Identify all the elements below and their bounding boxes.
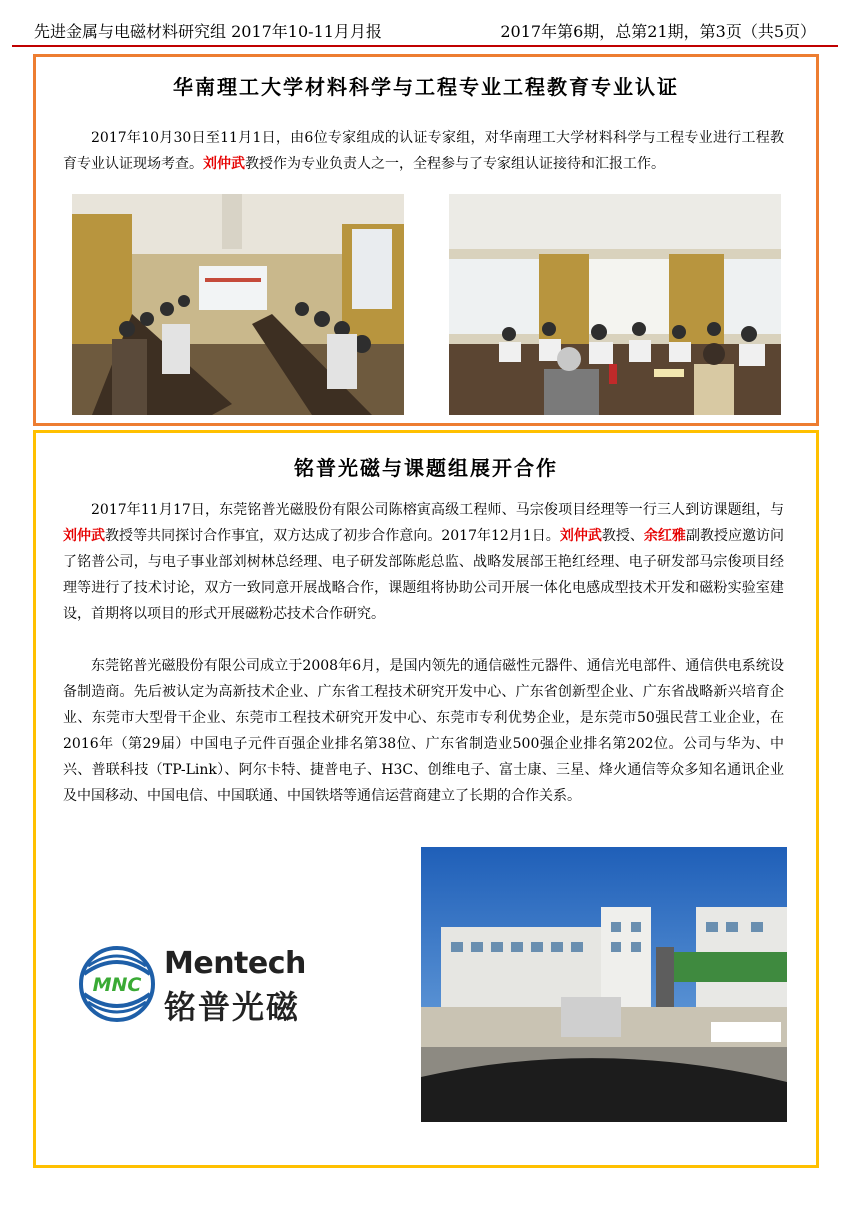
mentech-logo-mark-icon: [78, 944, 156, 1024]
header-divider: [12, 45, 838, 47]
highlight-name: 刘仲武: [559, 528, 602, 544]
logo-mark-text: MNC: [92, 974, 142, 996]
paragraph-text: 2017年11月17日，东莞铭普光磁股份有限公司陈榕寅高级工程师、马宗俊项目经理等一行三人到访课题组，与: [91, 502, 784, 518]
page-header: [34, 18, 816, 46]
highlight-name: 余红雅: [643, 528, 686, 544]
paragraph-text: 副教授应邀访问了铭普公司，与电子事业部刘树林总经理、电子研发部陈彪总监、战略发展部王艳红经理、电子研发部马宗俊项目经理等进行了技术讨论，双方一致同意开展战略合作，课题组将协助公司开展一体化电感成型技术开发和磁粉实验室建设，首期将以项目的形式开展磁粉芯技术合作研究。: [63, 528, 785, 622]
paragraph-text: 教授、: [601, 528, 644, 544]
header-issue-info: 2017年第6期，总第21期，第3页（共5页）: [500, 22, 816, 41]
section-certification: [33, 54, 819, 426]
paragraph-text: 教授等共同探讨合作事宜，双方达成了初步合作意向。2017年12月1日。: [105, 528, 560, 544]
section-paragraph: 东莞铭普光磁股份有限公司成立于2008年6月，是国内领先的通信磁性元器件、通信光电部件、通信供电系统设备制造商。先后被认定为高新技术企业、广东省工程技术研究开发中心、广东省创新型企业、广东省战略新兴培育企业、东莞市大型骨干企业、东莞市工程技术研究开发中心、东莞市专利优势企业，是东莞市50强民营工业企业，在2016年（第29届）中国电子元件百强企业排名第38位、广东省制造业500强企业排名第202位。公司与华为、中兴、普联科技（TP-Link）、阿尔卡特、捷普电子、H3C、创维电子、富士康、三星、烽火通信等众多知名通讯企业及中国移动、中国电信、中国联通、中国铁塔等通信运营商建立了长期的合作关系。: [63, 658, 784, 804]
section-cooperation: [33, 430, 819, 1168]
meeting-photo-right: [449, 194, 781, 415]
paragraph-text: 2017年10月30日至11月1日，由6位专家组成的认证专家组，对华南理工大学材料科学与工程专业进行工程教育专业认证现场考查。: [63, 130, 784, 172]
highlight-name: 刘仲武: [203, 156, 245, 172]
header-title: 先进金属与电磁材料研究组 2017年10-11月月报: [34, 22, 382, 41]
logo-chinese-name: 铭普光磁: [164, 988, 301, 1026]
section-paragraph: [63, 125, 784, 177]
meeting-photo-left: [72, 194, 404, 415]
company-gate-photo: [421, 847, 787, 1122]
highlight-name: 刘仲武: [63, 528, 106, 544]
mentech-logo: [78, 944, 318, 1024]
logo-english-name: Mentech: [164, 946, 306, 981]
paragraph-text: 教授作为专业负责人之一，全程参与了专家组认证接待和汇报工作。: [245, 156, 665, 172]
section-title: 铭普光磁与课题组展开合作: [294, 456, 558, 480]
section-title: 华南理工大学材料科学与工程专业工程教育专业认证: [173, 75, 679, 99]
section-paragraph: [63, 497, 784, 627]
